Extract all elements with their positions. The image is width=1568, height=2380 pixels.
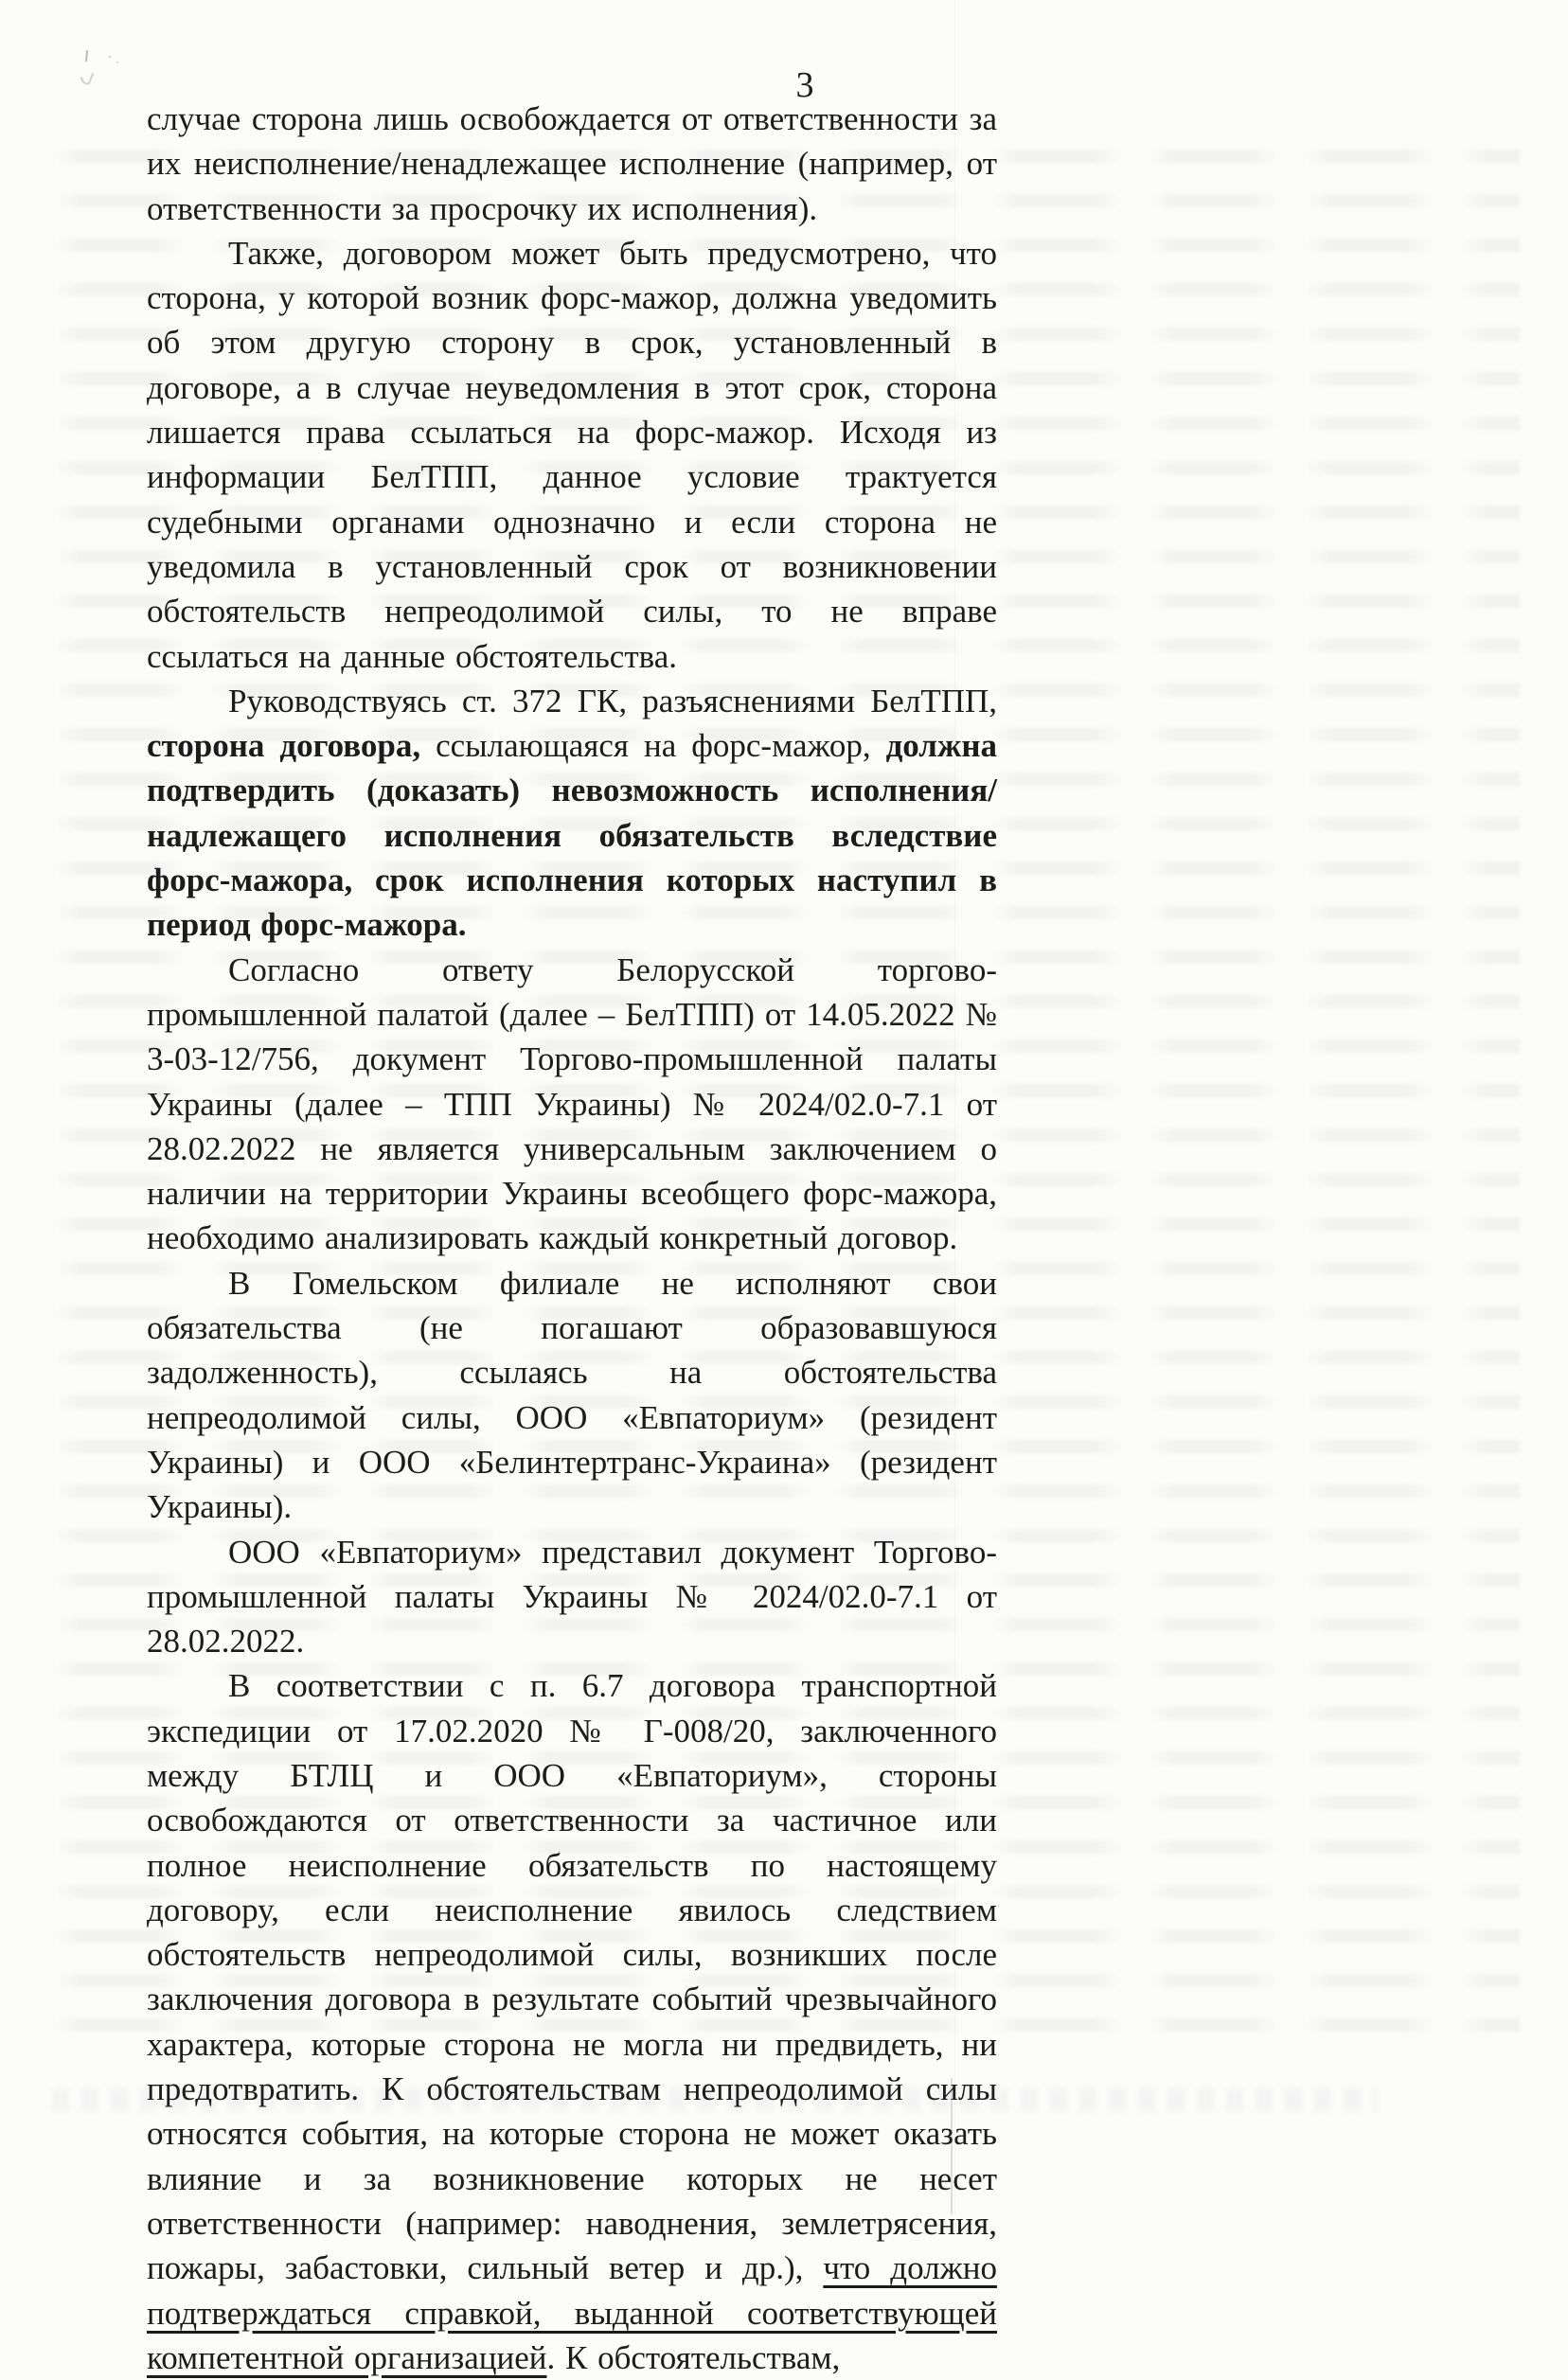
paragraph	[147, 679, 997, 948]
text-segment: Согласно ответу Белорусской торгово-промышленной палатой (далее – БелТПП) от 14.05.2022 № 3-03-12/756, документ Торгово-промышленной палаты Украины (далее – ТПП Украины) № 2024/02.0-7.1 от 28.02.2022 не является универсальным заключением о наличии на территории Украины всеобщего форс-мажора, необходимо анализировать каждый конкретный договор.	[147, 950, 997, 1257]
text-segment: . К обстоятельствам,	[546, 2338, 841, 2376]
text-segment: что должно подтверждаться справкой, выданной соответствующей компетентной организацией	[147, 2249, 997, 2376]
paragraph	[147, 1261, 997, 1530]
text-segment: В соответствии с п. 6.7 договора транспортной экспедиции от 17.02.2020 № Г-008/20, заключенного между БТЛЦ и ООО «Евпаториум», стороны освобождаются от ответственности за частичное или полное неисполнение обязательств по настоящему договору, если неисполнение явилось следствием обстоятельств непреодолимой силы, возникших после заключения договора в результате событий чрезвычайного характера, которые сторона не могла ни предвидеть, ни предотвратить. К обстоятельствам непреодолимой силы относятся события, на которые сторона не может оказать влияние и за возникновение которых не несет ответственности (например: наводнения, землетрясения, пожары, забастовки, сильный ветер и др.),	[147, 1667, 997, 2287]
scanner-streak-artifact	[951, 2078, 953, 2214]
document-body	[147, 97, 997, 2380]
bleed-through-bottom-artifact	[52, 2087, 1378, 2112]
text-segment: Также, договором может быть предусмотрено, что сторона, у которой возник форс-мажор, должна уведомить об этом другую сторону в срок, установленный в договоре, а в случае неуведомления в этот срок, сторона лишается права ссылаться на форс-мажор. Исходя из информации БелТПП, данное условие трактуется судебными органами однозначно и если сторона не уведомила в установленный срок от возникновении обстоятельств непреодолимой силы, то не вправе ссылаться на данные обстоятельства.	[147, 234, 997, 675]
text-segment: сторона договора,	[147, 727, 421, 765]
text-segment: должна подтвердить (доказать) невозможность исполнения/надлежащего исполнения обязательств вследствие форс-мажора, срок исполнения которых наступил в период форс-мажора.	[147, 727, 997, 944]
text-segment: ссылающаяся на форс-мажор,	[420, 727, 886, 765]
scanner-streak-faint-artifact	[954, 0, 955, 2214]
page-number: 3	[795, 65, 814, 105]
paragraph	[147, 1530, 997, 1664]
paragraph	[147, 231, 997, 679]
text-segment: ООО «Евпаториум» представил документ Торгово-промышленной палаты Украины № 2024/02.0-7.1 от 28.02.2022.	[147, 1533, 997, 1661]
paragraph	[147, 97, 997, 231]
text-segment: Руководствуясь ст. 372 ГК, разъяснениями БелТПП,	[228, 682, 997, 719]
paragraph	[147, 1663, 997, 2380]
text-segment: случае сторона лишь освобождается от ответственности за их неисполнение/ненадлежащее исполнение (например, от ответственности за просрочку их исполнения).	[147, 100, 997, 227]
text-segment: В Гомельском филиале не исполняют свои обязательства (не погашают образовавшуюся задолженность), ссылаясь на обстоятельства непреодолимой силы, ООО «Евпаториум» (резидент Украины) и ООО «Белинтертранс-Украина» (резидент Украины).	[147, 1264, 997, 1526]
paragraph	[147, 948, 997, 1261]
